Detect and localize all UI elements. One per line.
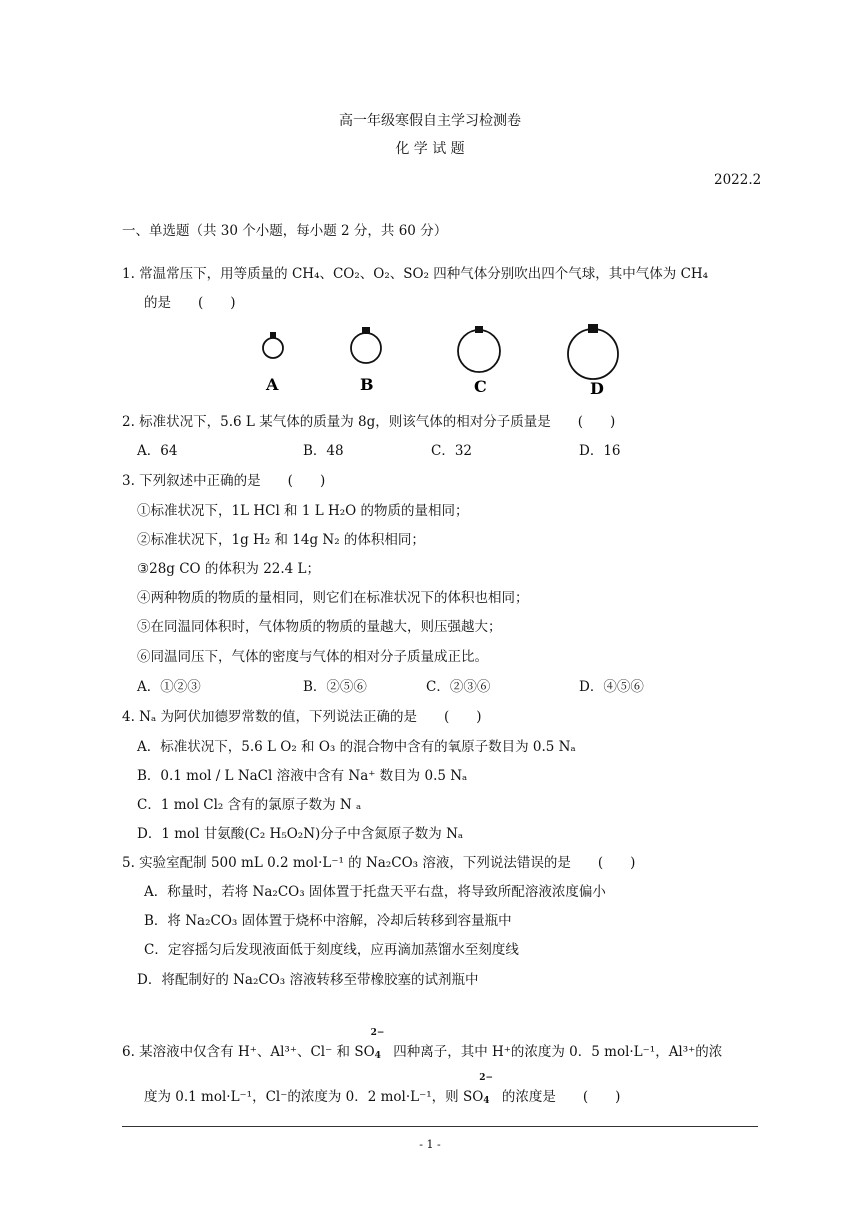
- q3-statement: ③28g CO 的体积为 22.4 L；: [137, 561, 321, 577]
- page-title: 高一年级寒假自主学习检测卷: [339, 113, 521, 129]
- q4-option-d: D．1 mol 甘氨酸(C₂ H₅O₂N)分子中含氮原子数为 Nₐ: [137, 826, 464, 842]
- q3-option-d: D．④⑤⑥: [579, 679, 644, 695]
- question-2-stem: 2. 标准状况下，5.6 L 某气体的质量为 8g，则该气体的相对分子质量是 ( ): [122, 414, 616, 430]
- balloon-label-d: D: [590, 379, 604, 398]
- q3-statement: ⑤在同温同体积时，气体物质的物质的量越大，则压强越大；: [137, 619, 502, 635]
- balloon-label-b: B: [360, 375, 374, 394]
- sulfate-ion-charge: 2− $_4$: [370, 1028, 385, 1061]
- question-6-stem-cont: 度为 0.1 mol·L⁻¹，Cl⁻的浓度为 0．2 mol·L⁻¹，则 SO 2− $_4$ 的浓度是 ( ): [144, 1073, 621, 1106]
- question-1-stem-cont: 的是 ( ): [144, 295, 236, 311]
- q3-statement: ②标准状况下，1g H₂ 和 14g N₂ 的体积相同；: [137, 532, 425, 548]
- balloon-a: [263, 332, 283, 394]
- section-heading: 一、单选题（共 30 个小题，每小题 2 分，共 60 分）: [122, 223, 448, 239]
- balloon-c: [458, 326, 500, 396]
- q3-option-a: A．①②③: [137, 679, 201, 695]
- q5-option-b: B．将 Na₂CO₃ 固体置于烧杯中溶解，冷却后转移到容量瓶中: [144, 913, 512, 929]
- q3-statement: ⑥同温同压下，气体的密度与气体的相对分子质量成正比。: [137, 649, 488, 665]
- q3-statement: ①标准状况下，1L HCl 和 1 L H₂O 的物质的量相同；: [137, 503, 469, 519]
- balloon-label-a: A: [266, 375, 279, 394]
- page-number: - 1 -: [419, 1138, 441, 1151]
- q2-option-a: A．64: [137, 443, 178, 459]
- question-3-stem: 3. 下列叙述中正确的是 ( ): [122, 473, 326, 489]
- page-subtitle: 化 学 试 题: [395, 141, 465, 157]
- q5-option-d: D．将配制好的 Na₂CO₃ 溶液转移至带橡胶塞的试剂瓶中: [137, 972, 479, 988]
- question-5-stem: 5. 实验室配制 500 mL 0.2 mol·L⁻¹ 的 Na₂CO₃ 溶液，下列说法错误的是 ( ): [122, 855, 636, 871]
- balloons-figure: [250, 320, 630, 398]
- q3-statement: ④两种物质的物质的量相同，则它们在标准状况下的体积也相同；: [137, 590, 529, 606]
- question-4-stem: 4. Nₐ 为阿伏加德罗常数的值，下列说法正确的是 ( ): [122, 709, 482, 725]
- q4-option-a: A．标准状况下，5.6 L O₂ 和 O₃ 的混合物中含有的氧原子数目为 0.5 Nₐ: [137, 739, 576, 755]
- q2-option-d: D．16: [579, 443, 621, 459]
- question-1-stem: 1. 常温常压下，用等质量的 CH₄、CO₂、O₂、SO₂ 四种气体分别吹出四个气球，其中气体为 CH₄: [122, 266, 709, 282]
- q2-option-c: C．32: [431, 443, 473, 459]
- q5-option-a: A．称量时，若将 Na₂CO₃ 固体置于托盘天平右盘，将导致所配溶液浓度偏小: [144, 884, 606, 900]
- q3-option-c: C．②③⑥: [426, 679, 491, 695]
- q4-option-c: C．1 mol Cl₂ 含有的氯原子数为 N ₐ: [137, 797, 362, 813]
- sulfate-ion-charge: 2− $_4$: [479, 1073, 494, 1106]
- q2-option-b: B．48: [303, 443, 344, 459]
- q5-option-c: C．定容摇匀后发现液面低于刻度线，应再滴加蒸馏水至刻度线: [144, 942, 519, 958]
- q4-option-b: B．0.1 mol / L NaCl 溶液中含有 Na⁺ 数目为 0.5 Nₐ: [137, 768, 468, 784]
- balloon-label-c: C: [474, 377, 487, 396]
- footer-divider: [122, 1126, 758, 1127]
- q3-option-b: B．②⑤⑥: [303, 679, 367, 695]
- exam-date: 2022.2: [714, 172, 762, 188]
- question-6-stem: 6. 某溶液中仅含有 H⁺、Al³⁺、Cl⁻ 和 SO 2− $_4$ 四种离子，其中 H⁺的浓度为 0．5 mol·L⁻¹，Al³⁺的浓: [122, 1028, 723, 1061]
- balloon-b: [351, 327, 381, 394]
- balloon-d: [568, 324, 618, 398]
